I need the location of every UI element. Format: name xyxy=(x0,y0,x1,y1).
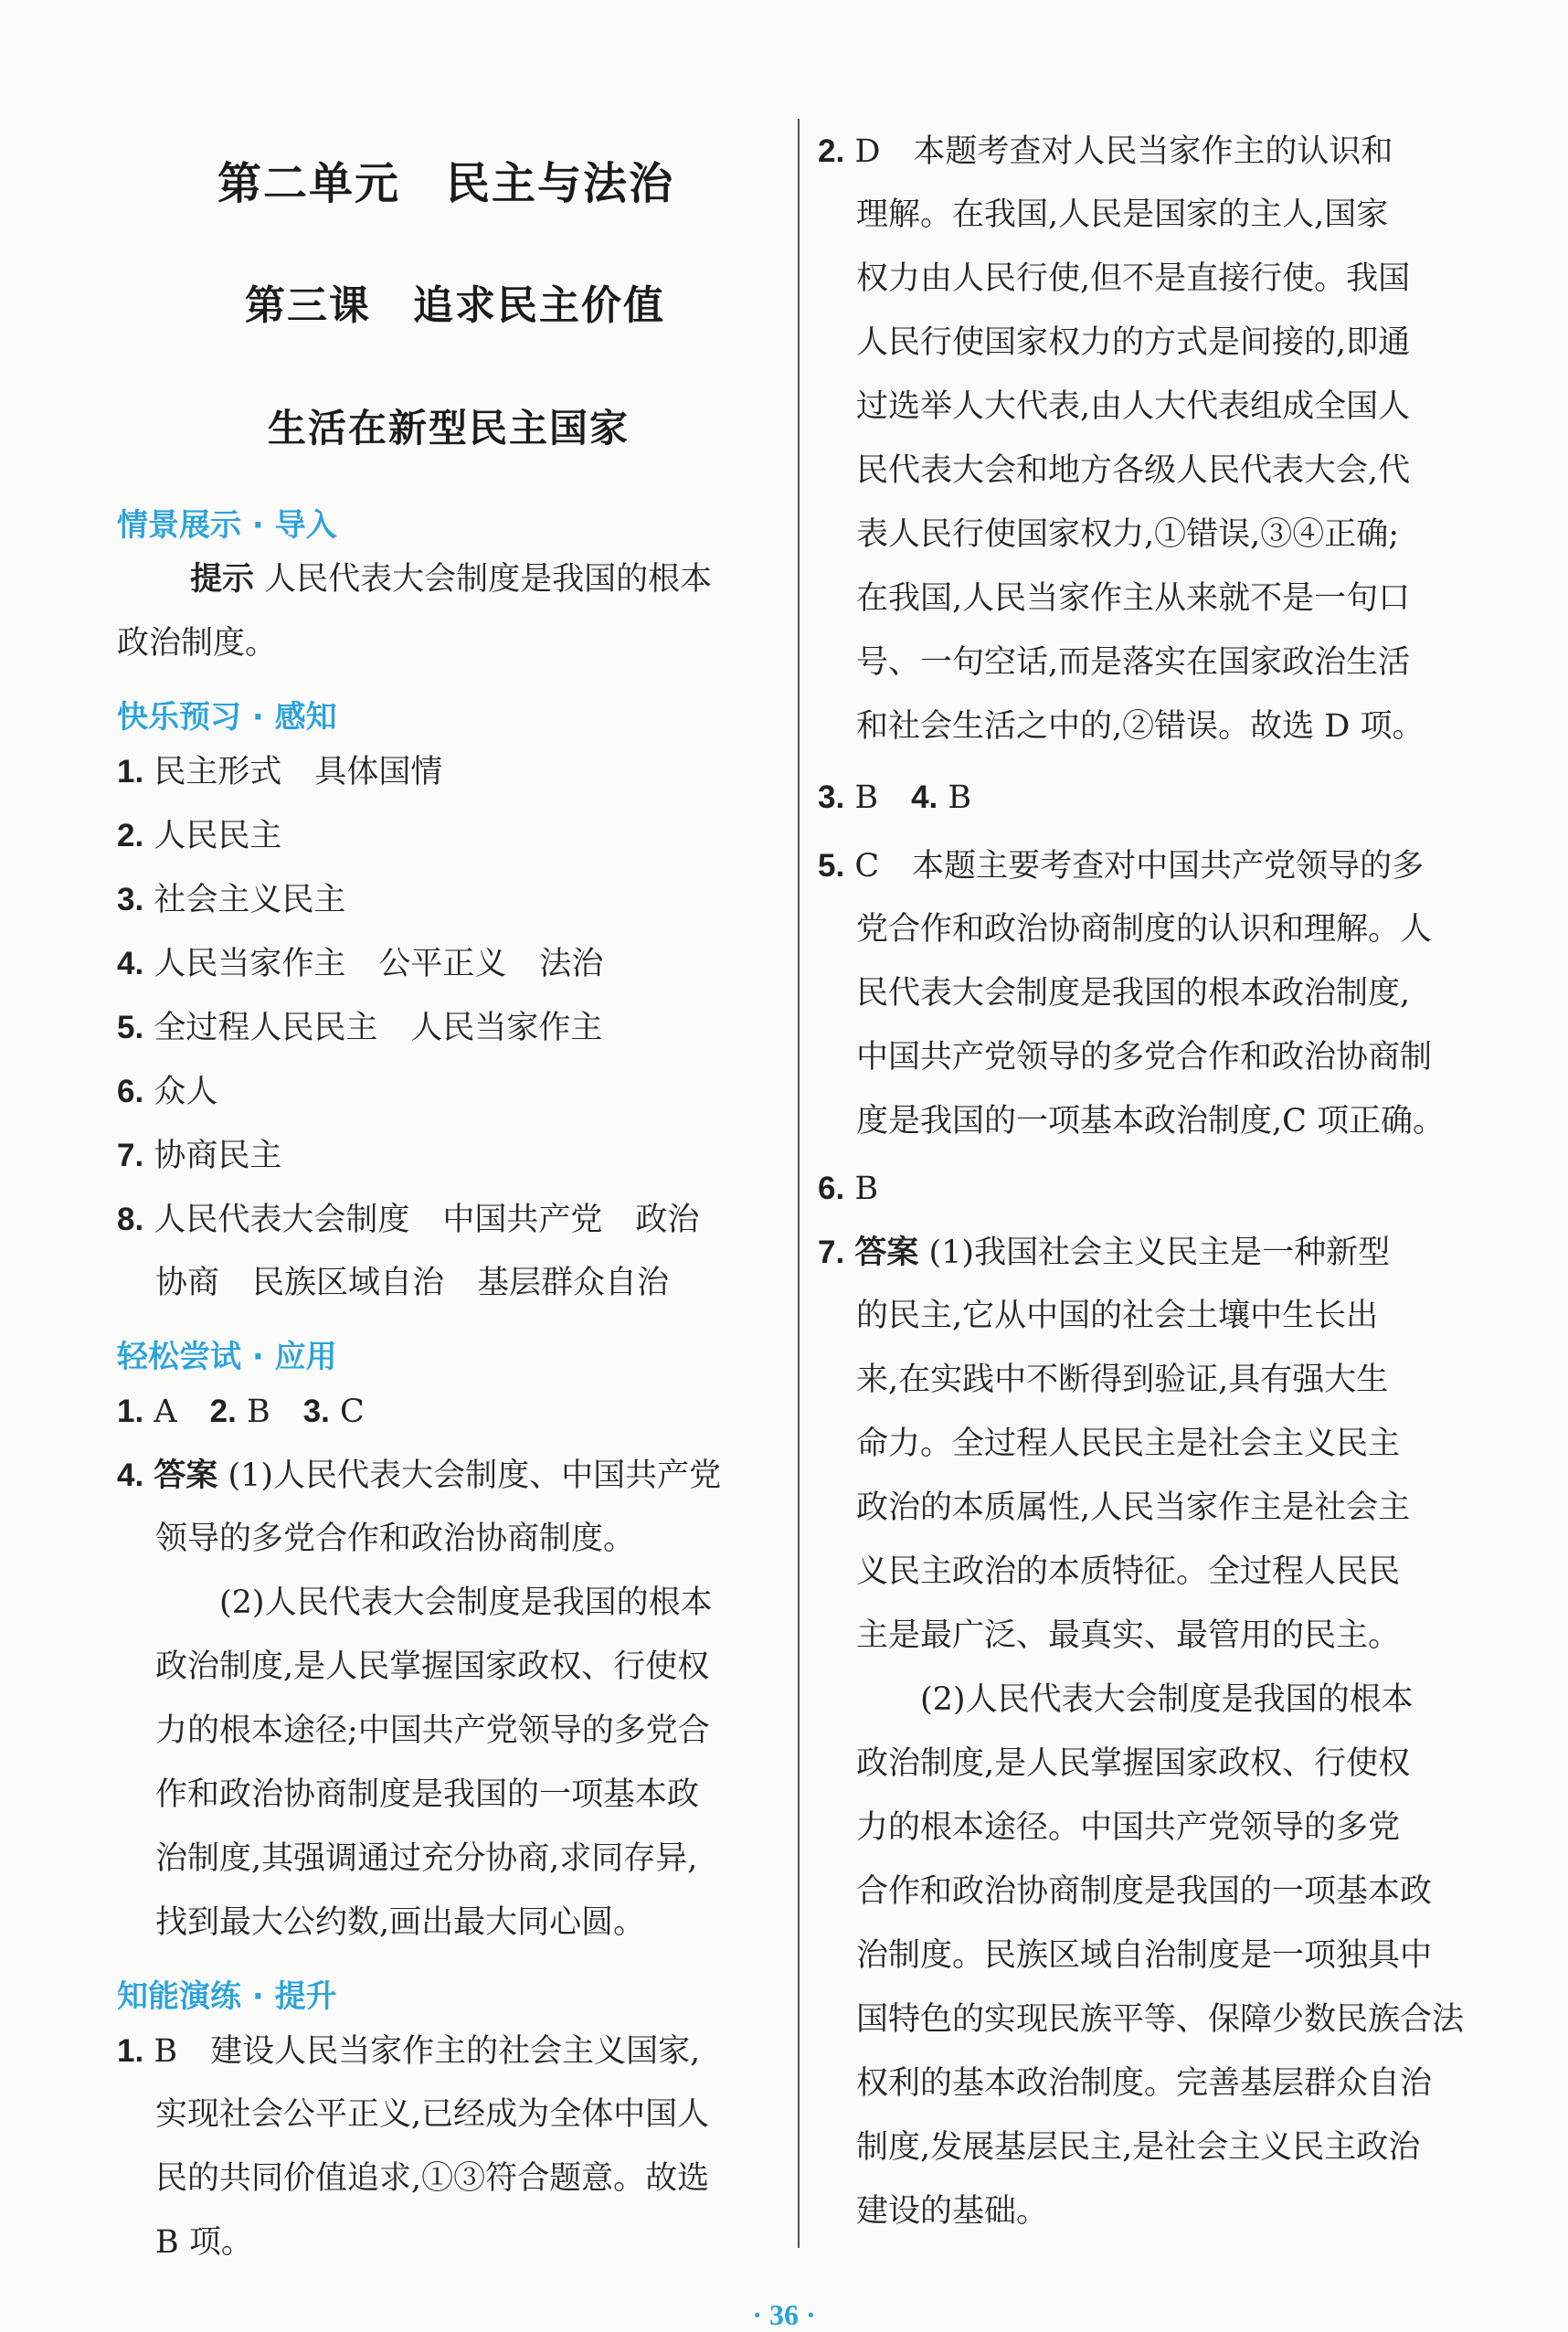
answer-line: 号、一句空话,而是落实在国家政治生活 xyxy=(856,644,1411,681)
list-item-continued: 协商 民族区域自治 基层群众自治 xyxy=(155,1265,670,1301)
answer-line: 表人民行使国家权力,①错误,③④正确; xyxy=(856,516,1400,553)
answer-line: 国特色的实现民族平等、保障少数民族合法 xyxy=(856,2001,1465,2038)
answer-row: 3. B 4. B xyxy=(818,779,972,816)
hint-line xyxy=(190,561,713,598)
section-heading-preview: 快乐预习 · 感知 xyxy=(117,699,337,736)
answer-line: 领导的多党合作和政治协商制度。 xyxy=(155,1521,636,1557)
answer-line: 力的根本途径。中国共产党领导的多党 xyxy=(856,1809,1401,1846)
answer-line: 合作和政治协商制度是我国的一项基本政 xyxy=(856,1873,1433,1910)
hint-text-1: 人民代表大会制度是我国的根本 xyxy=(264,561,713,598)
answer-line: 来,在实践中不断得到验证,具有强大生 xyxy=(856,1362,1389,1398)
page-number: · 36 · xyxy=(752,2298,816,2331)
answer-line: 的民主,它从中国的社会土壤中生长出 xyxy=(856,1298,1379,1334)
answer-line: 主是最广泛、最真实、最管用的民主。 xyxy=(856,1617,1401,1654)
list-item: 3. 社会主义民主 xyxy=(117,882,346,918)
answer-line: (2)人民代表大会制度是我国的根本 xyxy=(219,1585,713,1621)
answer-line: 义民主政治的本质特征。全过程人民民 xyxy=(856,1553,1401,1590)
answer-line: 作和政治协商制度是我国的一项基本政 xyxy=(155,1776,700,1813)
answer-line: 中国共产党领导的多党合作和政治协商制 xyxy=(856,1039,1433,1076)
answer-line: 人民行使国家权力的方式是间接的,即通 xyxy=(856,324,1411,361)
answer-line: 实现社会公平正义,已经成为全体中国人 xyxy=(155,2096,710,2133)
section-heading-try: 轻松尝试 · 应用 xyxy=(117,1339,337,1375)
answer-line: 过选举人大代表,由人大代表组成全国人 xyxy=(856,388,1411,425)
list-item: 8. 人民代表大会制度 中国共产党 政治 xyxy=(117,1202,700,1238)
unit-title: 第二单元 民主与法治 xyxy=(217,158,675,209)
answer-line: 5. C 本题主要考查对中国共产党领导的多 xyxy=(818,848,1425,885)
section-title: 生活在新型民主国家 xyxy=(268,406,630,450)
list-item: 6. 众人 xyxy=(117,1074,218,1110)
hint-label: 提示 xyxy=(190,561,255,598)
answer-line: 命力。全过程人民民主是社会主义民主 xyxy=(856,1426,1401,1462)
answer-line: 4. 答案 (1)人民代表大会制度、中国共产党 xyxy=(117,1458,722,1494)
answer-line: 民代表大会和地方各级人民代表大会,代 xyxy=(856,452,1411,489)
list-item: 4. 人民当家作主 公平正义 法治 xyxy=(117,946,604,982)
answer-line: 力的根本途径;中国共产党领导的多党合 xyxy=(155,1712,710,1749)
answer-line: 权力由人民行使,但不是直接行使。我国 xyxy=(856,260,1411,297)
section-heading-intro: 情景展示 · 导入 xyxy=(117,507,337,544)
list-item: 2. 人民民主 xyxy=(117,818,282,854)
column-divider xyxy=(798,119,800,2248)
list-item: 7. 协商民主 xyxy=(117,1138,282,1174)
answer-line: 政治制度,是人民掌握国家政权、行使权 xyxy=(856,1745,1411,1782)
answer-row: 1. A 2. B 3. C xyxy=(117,1394,365,1430)
section-heading-practice: 知能演练 · 提升 xyxy=(117,1978,337,2015)
answer-line: 政治制度,是人民掌握国家政权、行使权 xyxy=(155,1648,710,1685)
answer-line: 政治的本质属性,人民当家作主是社会主 xyxy=(856,1489,1411,1526)
answer-line: 2. D 本题考查对人民当家作主的认识和 xyxy=(818,133,1393,170)
answer-line: 治制度,其强调通过充分协商,求同存异, xyxy=(155,1840,698,1877)
answer-line: 理解。在我国,人民是国家的主人,国家 xyxy=(856,196,1389,233)
answer-line: 权利的基本政治制度。完善基层群众自治 xyxy=(856,2065,1433,2102)
answer-line: 和社会生活之中的,②错误。故选 D 项。 xyxy=(856,708,1425,745)
answer-line: (2)人民代表大会制度是我国的根本 xyxy=(920,1681,1414,1718)
hint-text-2: 政治制度。 xyxy=(117,625,278,662)
answer-row: 6. B xyxy=(818,1171,879,1207)
list-item: 5. 全过程人民民主 人民当家作主 xyxy=(117,1010,603,1046)
answer-line: 找到最大公约数,画出最大同心圆。 xyxy=(155,1904,646,1941)
answer-line: 党合作和政治协商制度的认识和理解。人 xyxy=(856,911,1433,948)
answer-line: B 项。 xyxy=(155,2224,253,2261)
answer-line: 制度,发展基层民主,是社会主义民主政治 xyxy=(856,2129,1421,2166)
answer-line: 治制度。民族区域自治制度是一项独具中 xyxy=(856,1937,1433,1974)
answer-line: 7. 答案 (1)我国社会主义民主是一种新型 xyxy=(818,1235,1391,1271)
answer-line: 1. B 建设人民当家作主的社会主义国家, xyxy=(117,2033,701,2070)
answer-line: 度是我国的一项基本政治制度,C 项正确。 xyxy=(856,1103,1446,1140)
answer-line: 在我国,人民当家作主从来就不是一句口 xyxy=(856,580,1411,617)
answer-line: 民的共同价值追求,①③符合题意。故选 xyxy=(155,2160,710,2197)
answer-line: 民代表大会制度是我国的根本政治制度, xyxy=(856,975,1411,1012)
answer-line: 建设的基础。 xyxy=(856,2193,1049,2230)
list-item: 1. 民主形式 具体国情 xyxy=(117,754,443,790)
lesson-title: 第三课 追求民主价值 xyxy=(245,282,665,329)
